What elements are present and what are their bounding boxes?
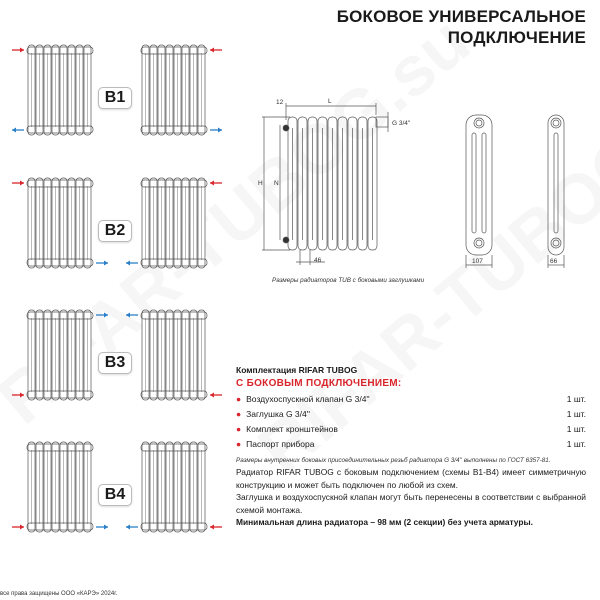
dim-pitch: 46: [314, 257, 322, 264]
drawing-caption: Размеры радиаторов TUB с боковыми заглушками: [272, 277, 425, 284]
kit-subheading: С БОКОВЫМ ПОДКЛЮЧЕНИЕМ:: [236, 378, 402, 389]
supply-arrow-icon: [210, 48, 222, 53]
kit-list: [236, 365, 586, 464]
scheme-label: B2: [98, 220, 132, 242]
supply-arrow-icon: [12, 48, 24, 53]
supply-arrow-icon: [12, 181, 24, 186]
kit-item: [236, 424, 586, 434]
return-arrow-icon: [12, 128, 24, 133]
dim-depth-3col: 107: [472, 258, 483, 265]
kit-item: [236, 394, 586, 404]
dim-depth-2col: 66: [550, 258, 558, 265]
title-line: БОКОВОЕ УНИВЕРСАЛЬНОЕ: [336, 7, 586, 26]
bullet-icon: ●: [236, 394, 242, 404]
description-p2: Заглушка и воздухоспускной клапан могут быть перенесены в соответствии с выбранной схемой монтажа.: [236, 492, 586, 515]
kit-item: [236, 439, 586, 449]
return-arrow-icon: [126, 261, 138, 266]
scheme-label: B4: [98, 484, 132, 506]
supply-arrow-icon: [210, 525, 222, 530]
dim-thread: G 3/4'': [392, 120, 411, 127]
return-arrow-icon: [210, 128, 222, 133]
kit-item-qty: 1 шт.: [566, 439, 586, 449]
description: [236, 466, 586, 529]
kit-note: Размеры внутренних боковых присоединительных резьб радиатора G 3/4'' выполнены по ГОСТ 6357-81.: [236, 457, 551, 464]
kit-item-name: Паспорт прибора: [246, 439, 315, 449]
kit-item-qty: 1 шт.: [566, 409, 586, 419]
return-arrow-icon: [126, 525, 138, 530]
dim-offset: 12: [276, 99, 284, 106]
kit-item: [236, 409, 586, 419]
bullet-icon: ●: [236, 409, 242, 419]
kit-item-name: Воздухоспускной клапан G 3/4'': [246, 394, 370, 404]
page-title: [337, 6, 586, 48]
bullet-icon: ●: [236, 424, 242, 434]
dim-height: H: [258, 180, 263, 187]
dimension-drawing: [250, 90, 600, 280]
bullet-icon: ●: [236, 439, 242, 449]
return-arrow-icon: [96, 525, 108, 530]
connection-schemes: [0, 0, 230, 560]
description-p1: Радиатор RIFAR TUBOG с боковым подключением (схемы B1-B4) имеет симметричную конструкцию и может быть подключен по любой из схем.: [236, 467, 586, 490]
title-line: ПОДКЛЮЧЕНИЕ: [447, 28, 586, 47]
supply-arrow-icon: [12, 393, 24, 398]
return-arrow-icon: [126, 313, 138, 318]
kit-heading: Комплектация RIFAR TUBOG: [236, 365, 358, 375]
dim-length: L: [328, 98, 332, 105]
kit-item-name: Заглушка G 3/4'': [246, 409, 310, 419]
kit-item-qty: 1 шт.: [566, 394, 586, 404]
scheme-label: B3: [98, 352, 132, 374]
description-min-length: Минимальная длина радиатора – 98 мм (2 секции) без учета арматуры.: [236, 517, 533, 527]
return-arrow-icon: [96, 261, 108, 266]
copyright: все права защищены ООО «КАРЭ» 2024г.: [0, 591, 118, 597]
kit-item-name: Комплект кронштейнов: [246, 424, 338, 434]
scheme-label: B1: [98, 87, 132, 109]
kit-item-qty: 1 шт.: [566, 424, 586, 434]
supply-arrow-icon: [12, 525, 24, 530]
supply-arrow-icon: [210, 181, 222, 186]
dim-axis: N: [274, 180, 279, 187]
supply-arrow-icon: [210, 393, 222, 398]
return-arrow-icon: [96, 313, 108, 318]
